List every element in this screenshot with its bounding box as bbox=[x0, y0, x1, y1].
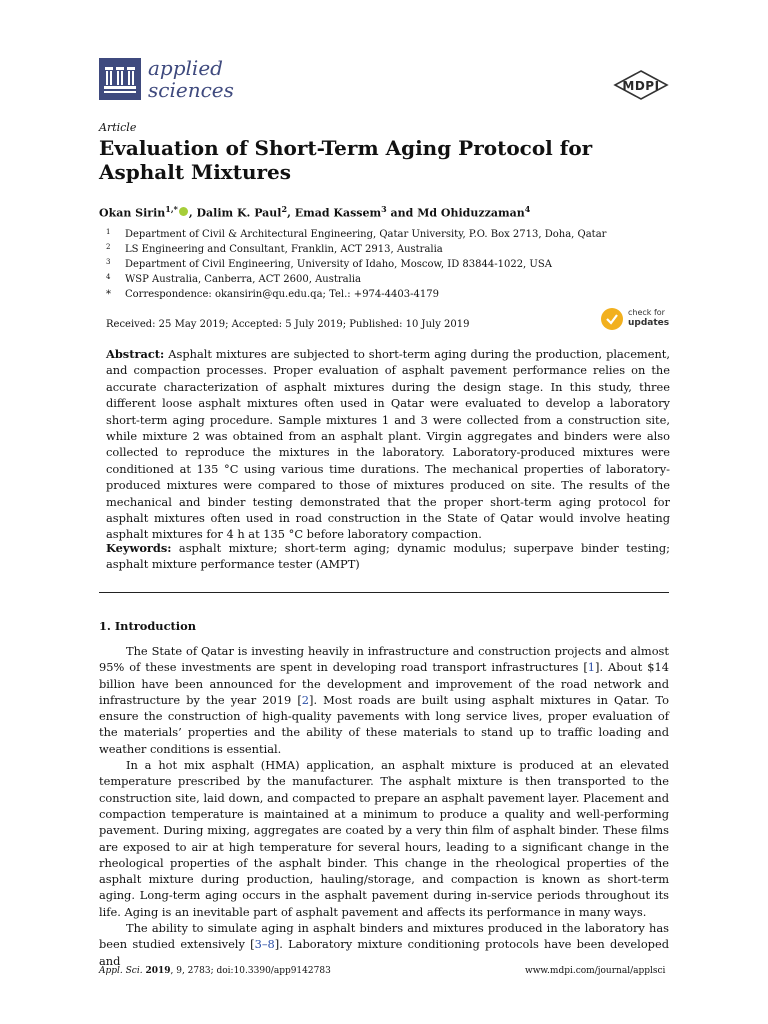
footer-citation bbox=[99, 966, 331, 976]
section-heading: 1. Introduction bbox=[99, 619, 196, 633]
correspondence-item bbox=[99, 287, 679, 302]
check-for-updates-button[interactable] bbox=[601, 307, 671, 333]
journal-logo-icon bbox=[99, 58, 141, 100]
check-updates-line2: updates bbox=[628, 318, 670, 328]
correspondence-marker: * bbox=[106, 289, 111, 300]
affiliation-number: 3 bbox=[106, 258, 111, 266]
affiliation-item bbox=[99, 242, 679, 257]
keywords bbox=[106, 540, 670, 573]
author-name[interactable]: Emad Kassem bbox=[294, 206, 382, 220]
journal-name-line1: applied bbox=[148, 56, 223, 80]
paragraph-text: The ability to simulate aging in asphalt binders and mixtures produced in the laboratory has been studied extensively [ bbox=[99, 921, 669, 952]
mdpi-logo bbox=[613, 70, 669, 100]
check-updates-icon bbox=[601, 308, 623, 330]
affiliation-item bbox=[99, 257, 679, 272]
journal-name bbox=[148, 57, 234, 101]
paragraph: In a hot mix asphalt (HMA) application, an asphalt mixture is produced at an elevated temperature prescribed by the manufacturer. The asphalt mixture is then transported to the construction site, laid down, and compacted to prepare an asphalt pavement layer. Placement and compaction temperature is maintained at a minimum to produce a quality and well-performing pavement. During mixing, aggregates are coated by a very thin film of asphalt binder. These films are exposed to air at high temperature for several hours, leading to a significant change in the rheological properties of the asphalt binder. This change in the rheological properties of the asphalt mixture during production, hauling/storage, and compaction is known as short-term aging. Long-term aging occurs in the asphalt pavement during in-service periods throughout its life. Aging is an inevitable part of asphalt pavement and affects its performance in many ways. bbox=[99, 758, 669, 919]
correspondence-text[interactable]: Correspondence: okansirin@qu.edu.qa; Tel.: +974-4403-4179 bbox=[125, 289, 439, 300]
check-updates-label bbox=[628, 308, 669, 328]
affiliation-text: LS Engineering and Consultant, Franklin, ACT 2913, Australia bbox=[125, 244, 443, 255]
author-list bbox=[99, 204, 530, 220]
footer-year: 2019 bbox=[145, 966, 171, 976]
footer-url[interactable]: www.mdpi.com/journal/applsci bbox=[525, 966, 666, 976]
mdpi-logo-text: MDPI bbox=[622, 79, 660, 93]
body-text bbox=[99, 643, 669, 969]
publication-dates: Received: 25 May 2019; Accepted: 5 July 2019; Published: 10 July 2019 bbox=[106, 319, 470, 330]
paragraph-text: ]. Most roads are built using asphalt mixtures in Qatar. To ensure the construction of high-quality pavements with long service lives, proper evaluation of the materials’ properties and the ability of these materials to stand up to traffic loading and weather conditions is essential. bbox=[99, 692, 669, 756]
check-updates-line1: check for bbox=[628, 308, 665, 317]
affiliation-number: 4 bbox=[106, 273, 111, 281]
footer-citation-rest: , 9, 2783; doi:10.3390/app9142783 bbox=[170, 966, 331, 976]
author-name[interactable]: Okan Sirin bbox=[99, 206, 166, 220]
author-affil-ref: 1,* bbox=[165, 204, 178, 214]
journal-name-line2: sciences bbox=[148, 78, 234, 102]
affiliation-text: Department of Civil Engineering, University of Idaho, Moscow, ID 83844-1022, USA bbox=[125, 259, 552, 270]
affiliation-item bbox=[99, 272, 679, 287]
affiliation-number: 2 bbox=[106, 243, 111, 251]
author-separator: and bbox=[386, 206, 418, 220]
paragraph-text: ]. About $14 billion have been announced for the development and improvement of the road network and infrastructure by the year 2019 [ bbox=[99, 660, 669, 707]
abstract bbox=[106, 346, 670, 543]
abstract-label: Abstract: bbox=[106, 347, 165, 361]
affiliation-number: 1 bbox=[106, 228, 111, 236]
keywords-text: asphalt mixture; short-term aging; dynamic modulus; superpave binder testing; asphalt mixture performance tester (AMPT) bbox=[106, 541, 670, 572]
citation-link[interactable]: 2 bbox=[301, 692, 310, 707]
abstract-text: Asphalt mixtures are subjected to short-term aging during the production, placement, and compaction processes. Proper evaluation of asphalt pavement performance relies on the accurate characterization of asphalt mixtures during the design stage. In this study, three different loose asphalt mixtures often used in Qatar were evaluated to develop a laboratory short-term aging procedure. Sample mixtures 1 and 3 were collected from a construction site, while mixture 2 was obtained from an asphalt plant. Virgin aggregates and binders were also collected to reproduce the mixtures in the laboratory. Laboratory-produced mixtures were conditioned at 135 °C using various time durations. The mechanical properties of laboratory-produced mixtures were compared to those of mixtures produced on site. The results of the mechanical and binder testing demonstrated that the proper short-term aging protocol for asphalt mixtures often used in road construction in the State of Qatar would involve heating asphalt mixtures for 4 h at 135 °C before laboratory compaction. bbox=[106, 347, 671, 542]
affiliation-text: Department of Civil & Architectural Engineering, Qatar University, P.O. Box 2713, Doha, Qatar bbox=[125, 229, 607, 240]
article-title: Evaluation of Short-Term Aging Protocol for Asphalt Mixtures bbox=[99, 136, 593, 184]
paragraph-text: The State of Qatar is investing heavily in infrastructure and construction projects and almost 95% of these investments are spent in developing road transport infrastructures [ bbox=[99, 644, 669, 675]
orcid-icon[interactable] bbox=[179, 207, 188, 216]
author-affil-ref: 2 bbox=[281, 204, 288, 214]
paragraph bbox=[99, 920, 669, 969]
affiliation-list bbox=[99, 227, 679, 302]
citation-link[interactable]: 3–8 bbox=[254, 937, 275, 952]
section-divider bbox=[99, 592, 669, 593]
keywords-label: Keywords: bbox=[106, 541, 172, 555]
author-separator: , bbox=[188, 206, 197, 220]
author-name[interactable]: Md Ohiduzzaman bbox=[417, 206, 525, 220]
author-separator: , bbox=[287, 206, 295, 220]
footer-journal-abbrev: Appl. Sci. bbox=[99, 966, 143, 976]
affiliation-text: WSP Australia, Canberra, ACT 2600, Australia bbox=[125, 274, 362, 285]
paragraph-text: ]. Laboratory mixture conditioning protocols have been developed and bbox=[99, 937, 669, 968]
author-name[interactable]: Dalim K. Paul bbox=[196, 206, 282, 220]
article-type: Article bbox=[99, 121, 137, 134]
author-affil-ref: 3 bbox=[381, 204, 387, 214]
affiliation-item bbox=[99, 227, 679, 242]
paragraph bbox=[99, 643, 669, 757]
author-affil-ref: 4 bbox=[524, 204, 531, 214]
citation-link[interactable]: 1 bbox=[587, 660, 596, 675]
